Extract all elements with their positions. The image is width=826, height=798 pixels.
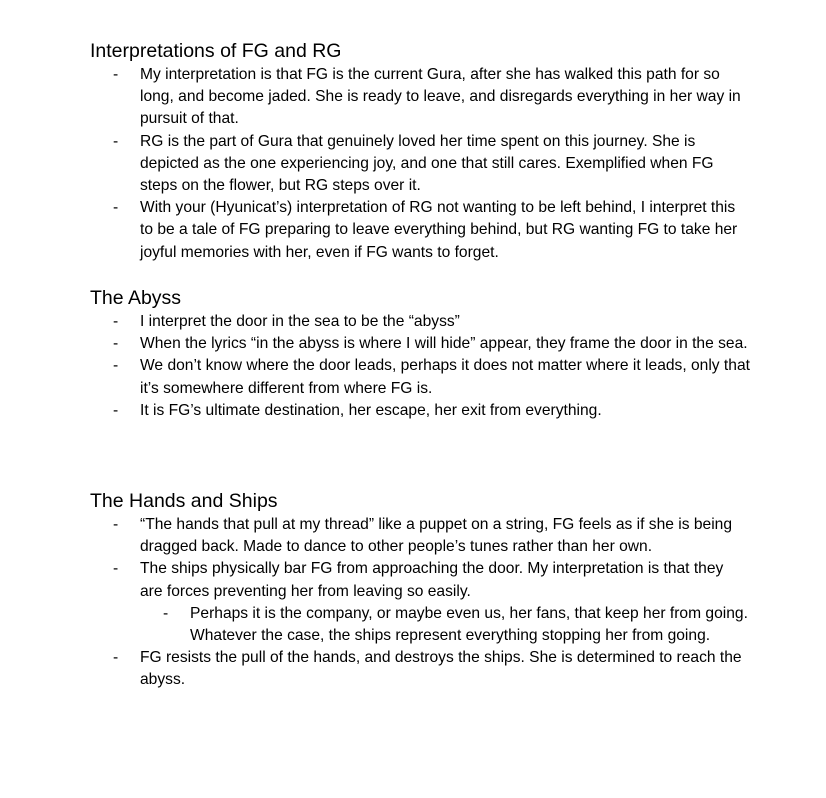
list-item-text: FG resists the pull of the hands, and destroys the ships. She is determined to reach the abyss. [140, 649, 742, 689]
list-item-text: When the lyrics “in the abyss is where I will hide” appear, they frame the door in the sea. [140, 335, 748, 353]
list-item [90, 131, 750, 198]
section-heading: Interpretations of FG and RG [90, 40, 342, 62]
list-item [90, 558, 750, 602]
section-abyss [90, 286, 770, 422]
section-hands-and-ships [90, 489, 770, 692]
list-item [90, 197, 750, 264]
bullet-dash: - [113, 401, 119, 419]
list-item-text: Perhaps it is the company, or maybe even us, her fans, that keep her from going. Whatever the case, the ships represent everything stopping her from going. [190, 604, 748, 645]
bullet-dash: - [113, 132, 119, 150]
list-item [90, 514, 750, 558]
bullet-dash: - [113, 313, 119, 330]
bullet-dash: - [163, 604, 169, 622]
list-item [90, 400, 750, 422]
bullet-dash: - [113, 335, 119, 353]
bullet-dash: - [113, 357, 119, 375]
section-heading: The Abyss [90, 287, 182, 309]
list-item-text: My interpretation is that FG is the current Gura, after she has walked this path for so long, and become jaded. She is ready to leave, and disregards everything in her way in pursuit of that. [140, 66, 741, 128]
bullet-list [90, 64, 770, 264]
list-item [90, 355, 750, 399]
list-item-text: RG is the part of Gura that genuinely loved her time spent on this journey. She is depicted as the one experiencing joy, and one that still cares. Exemplified when FG steps on the flower, but RG steps over it. [140, 132, 714, 195]
section-interpretations [90, 39, 770, 264]
bullet-dash: - [113, 199, 119, 217]
bullet-list [90, 311, 770, 422]
list-item-text: It is FG’s ultimate destination, her escape, her exit from everything. [140, 401, 602, 419]
bullet-dash: - [113, 560, 119, 578]
list-item [90, 64, 750, 131]
list-item [90, 311, 750, 333]
bullet-dash: - [113, 649, 119, 667]
bullet-list [90, 514, 770, 692]
list-item-text: With your (Hyunicat’s) interpretation of RG not wanting to be left behind, I interpret this to be a tale of FG preparing to leave everything behind, but RG wanting FG to take her joyful memories with her, even if FG wants to forget. [140, 199, 738, 261]
list-item-text: “The hands that pull at my thread” like a puppet on a string, FG feels as if she is being dragged back. Made to dance to other people’s tunes rather than her own. [140, 516, 733, 556]
section-heading: The Hands and Ships [90, 490, 278, 512]
nested-list-item [90, 603, 750, 647]
list-item-text: I interpret the door in the sea to be the “abyss” [140, 313, 460, 330]
list-item-text: We don’t know where the door leads, perhaps it does not matter where it leads, only that it’s somewhere different from where FG is. [140, 357, 750, 397]
bullet-dash: - [113, 66, 119, 83]
list-item-text: The ships physically bar FG from approaching the door. My interpretation is that they are forces preventing her from leaving so easily. [140, 560, 724, 600]
list-item [90, 647, 750, 691]
bullet-dash: - [113, 516, 119, 533]
list-item [90, 333, 750, 355]
